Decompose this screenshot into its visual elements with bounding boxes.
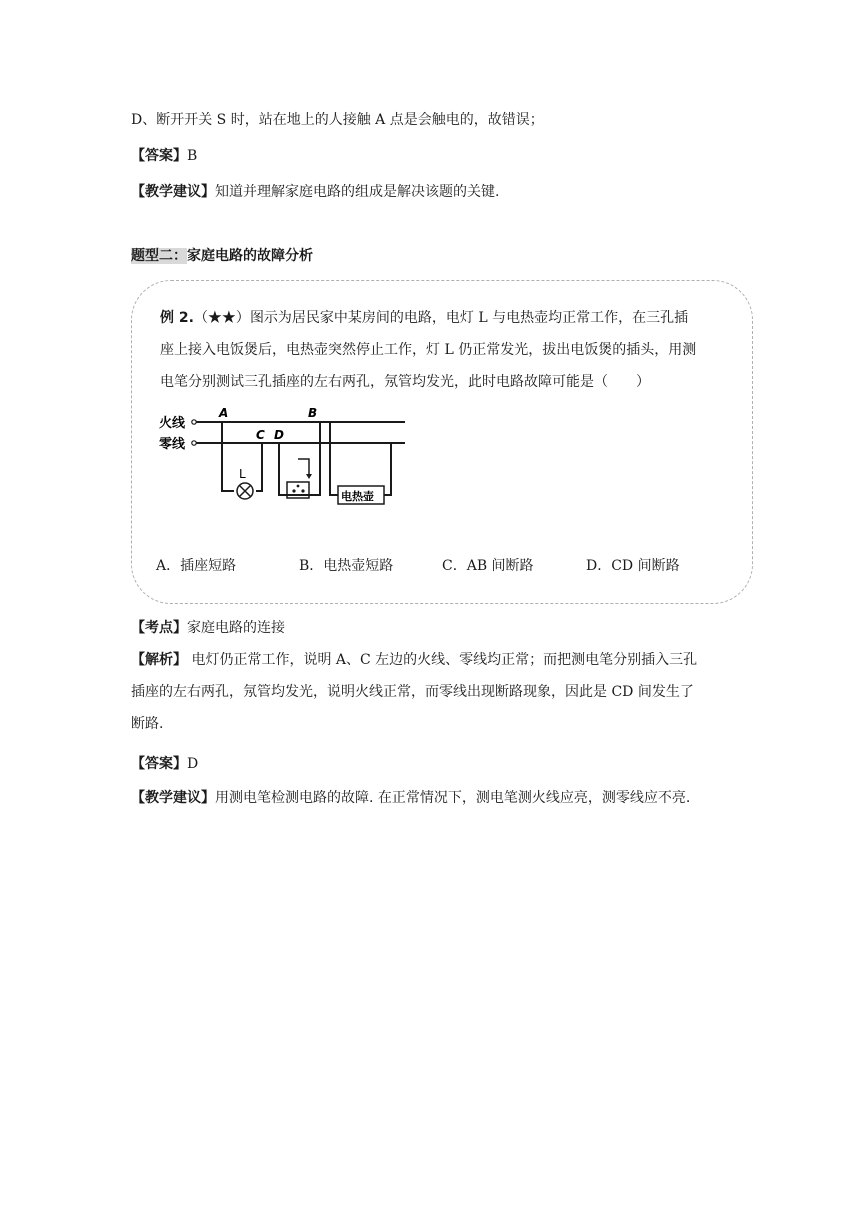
example-line-1 — [160, 308, 688, 328]
advice-tag: 【教学建议】 — [131, 184, 215, 200]
circuit-diagram — [155, 403, 415, 511]
neutral-label: 零线 — [159, 437, 186, 452]
advice-line-2 — [131, 788, 690, 808]
advice-text-2: 用测电笔检测电路的故障. 在正常情况下，测电笔测火线应亮，测零线应不亮. — [215, 790, 691, 806]
point-c-label: C — [256, 428, 265, 442]
section-title: 家庭电路的故障分析 — [187, 248, 313, 264]
jiexi-text-1: 电灯仍正常工作，说明 A、C 左边的火线、零线均正常；而把测电笔分别插入三孔 — [187, 652, 698, 668]
example-text-1: 图示为居民家中某房间的电路，电灯 L 与电热壶均正常工作，在三孔插 — [249, 310, 689, 326]
kettle-label: 电热壶 — [341, 490, 374, 503]
answer-value-2: D — [187, 756, 199, 772]
live-label: 火线 — [159, 416, 186, 431]
example-label: 例 2. — [160, 310, 194, 326]
neutral-terminal — [192, 441, 196, 445]
answer-tag: 【答案】 — [131, 148, 187, 164]
kaodian-line — [131, 618, 285, 638]
answer-line — [131, 146, 197, 166]
point-b-label: B — [308, 406, 318, 420]
advice-text: 知道并理解家庭电路的组成是解决该题的关键. — [215, 184, 500, 200]
example-line-2: 座上接入电饭煲后，电热壶突然停止工作，灯 L 仍正常发光，拔出电饭煲的插头，用测 — [160, 342, 697, 358]
lamp-branch-left — [222, 422, 234, 491]
answer-tag-2: 【答案】 — [131, 756, 187, 772]
example-stars: （★★） — [193, 310, 250, 326]
advice-line — [131, 182, 499, 202]
section-prefix: 题型二： — [131, 248, 187, 264]
socket-earth-arrow — [306, 474, 312, 479]
lamp-branch-right — [256, 443, 262, 491]
point-d-label: D — [274, 428, 284, 442]
jiexi-line-2: 插座的左右两孔，氖管均发光，说明火线正常，而零线出现断路现象，因此是 CD 间发生了 — [131, 684, 694, 700]
option-d: D．CD 间断路 — [586, 558, 680, 574]
example-line-3: 电笔分别测试三孔插座的左右两孔，氖管均发光，此时电路故障可能是（ ） — [160, 374, 650, 390]
jiexi-line-1 — [131, 650, 697, 670]
option-d-explanation: D、断开开关 S 时，站在地上的人接触 A 点是会触电的，故错误； — [131, 112, 544, 128]
socket-hole-right — [301, 489, 304, 492]
point-a-label: A — [219, 406, 229, 420]
socket-earth — [298, 459, 309, 475]
live-terminal — [192, 420, 196, 424]
kaodian-text: 家庭电路的连接 — [187, 620, 285, 636]
kettle-branch-right — [384, 443, 391, 495]
answer-value: B — [187, 148, 198, 164]
option-a: A．插座短路 — [156, 558, 237, 574]
lamp-label: L — [239, 467, 246, 481]
advice-tag-2: 【教学建议】 — [131, 790, 215, 806]
jiexi-tag: 【解析】 — [131, 652, 187, 668]
kaodian-tag: 【考点】 — [131, 620, 187, 636]
section-heading — [131, 246, 313, 266]
kettle-branch-left — [330, 422, 338, 495]
answer-line-2 — [131, 754, 198, 774]
option-b: B．电热壶短路 — [299, 558, 394, 574]
option-c: C．AB 间断路 — [442, 558, 534, 574]
socket-hole-top — [297, 485, 300, 488]
socket-hole-left — [292, 489, 295, 492]
jiexi-line-3: 断路. — [131, 716, 164, 732]
